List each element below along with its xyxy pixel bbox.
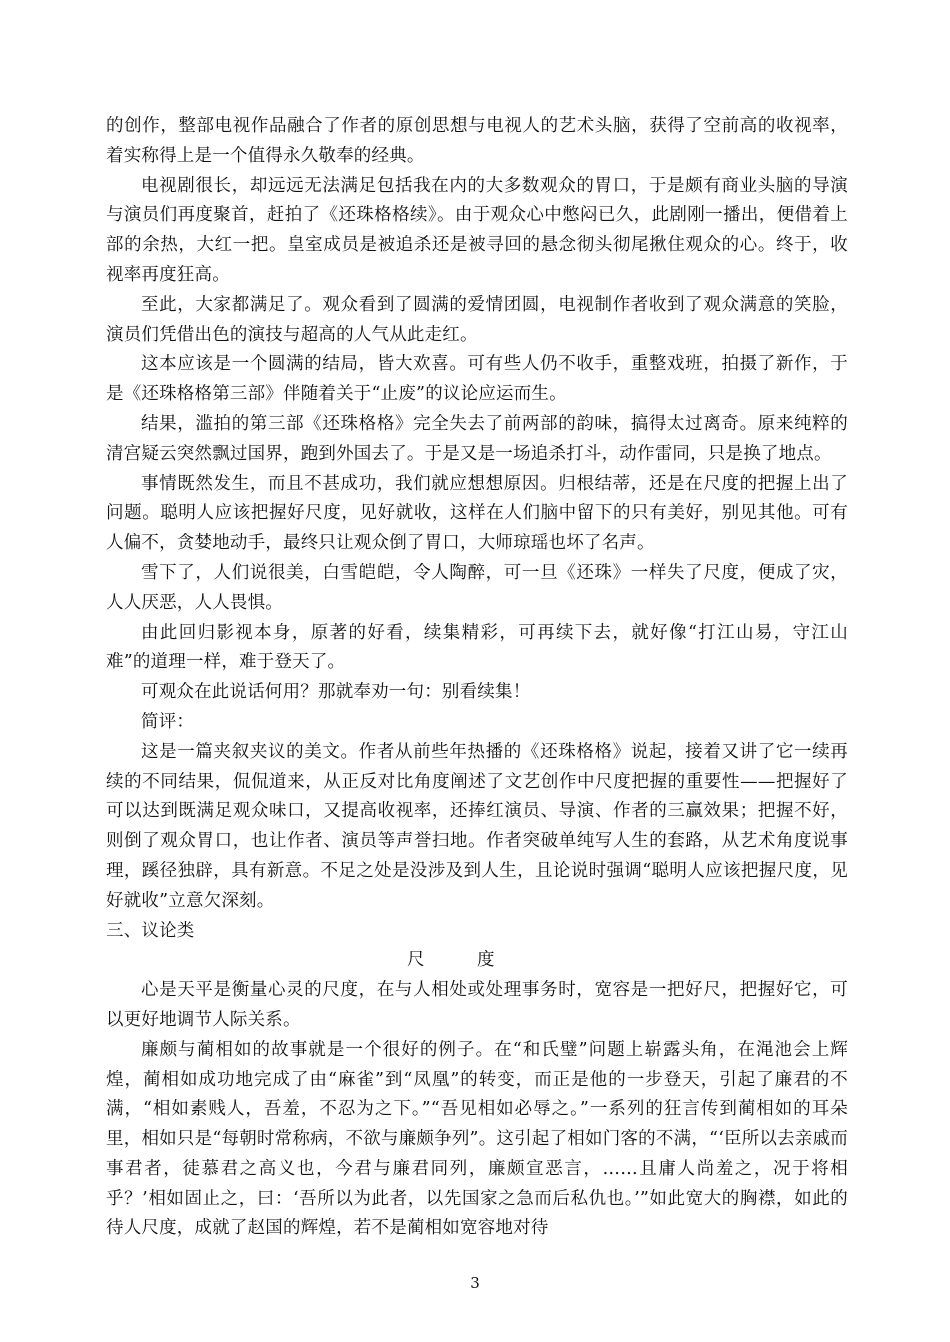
review-paragraph: 这是一篇夹叙夹议的美文。作者从前些年热播的《还珠格格》说起，接着又讲了它一续再续的不同结果，侃侃道来，从正反对比角度阐述了文艺创作中尺度把握的重要性——把握好了可以达到既满足观众味口，又提高收视率，还捧红演员、导演、作者的三赢效果；把握不好，则倒了观众胃口，也让作者、演员等声誉扫地。作者突破单纯写人生的套路，从艺术角度说事理，蹊径独辟，具有新意。不足之处是没涉及到人生，且论说时强调“聪明人应该把握尺度，见好就收”立意欠深刻。 bbox=[106, 741, 848, 911]
paragraph: 至此，大家都满足了。观众看到了圆满的爱情团圆，电视制作者收到了观众满意的笑脸，演员们凭借出色的演技与超高的人气从此走红。 bbox=[106, 294, 848, 345]
paragraph: 事情既然发生，而且不甚成功，我们就应想想原因。归根结蒂，还是在尺度的把握上出了问题。聪明人应该把握好尺度，见好就收，这样在人们脑中留下的只有美好，别见其他。可有人偏不，贪婪地动手，最终只让观众倒了胃口，大师琼瑶也坏了名声。 bbox=[106, 473, 848, 554]
section-heading: 三、议论类 bbox=[106, 920, 195, 941]
essay-title: 尺度 bbox=[407, 950, 547, 971]
paragraph: 由此回归影视本身，原著的好看，续集精彩，可再续下去，就好像“打江山易，守江山难”的道理一样，难于登天了。 bbox=[106, 622, 848, 673]
paragraph: 电视剧很长，却远远无法满足包括我在内的大多数观众的胃口，于是颇有商业头脑的导演与演员们再度聚首，赶拍了《还珠格格续》。由于观众心中憋闷已久，此剧刚一播出，便借着上部的余热，大红一把。皇室成员是被追杀还是被寻回的悬念彻头彻尾揪住观众的心。终于，收视率再度狂高。 bbox=[106, 175, 848, 285]
essay-paragraph: 心是天平是衡量心灵的尺度，在与人相处或处理事务时，宽容是一把好尺，把握好它，可以更好地调节人际关系。 bbox=[106, 980, 848, 1030]
page-number: 3 bbox=[470, 1274, 480, 1292]
paragraph: 结果，滥拍的第三部《还珠格格》完全失去了前两部的韵味，搞得太过离奇。原来纯粹的清宫疑云突然飘过国界，跑到外国去了。于是又是一场追杀打斗，动作雷同，只是换了地点。 bbox=[106, 413, 848, 464]
page-body bbox=[106, 112, 848, 1244]
review-label: 简评： bbox=[141, 711, 195, 732]
paragraph: 这本应该是一个圆满的结局，皆大欢喜。可有些人仍不收手，重整戏班，拍摄了新作，于是《还珠格格第三部》伴随着关于“止废”的议论应运而生。 bbox=[106, 354, 848, 405]
essay-paragraph: 廉颇与蔺相如的故事就是一个很好的例子。在“和氏璧”问题上崭露头角，在渑池会上辉煌，蔺相如成功地完成了由“麻雀”到“凤凰”的转变，而正是他的一步登天，引起了廉君的不满，“相如素贱人，吾羞，不忍为之下。”“吾见相如必辱之。”一系列的狂言传到蔺相如的耳朵里，相如只是“每朝时常称病，不欲与廉颇争列”。这引起了相如门客的不满，“‘臣所以去亲戚而事君者，徒慕君之高义也，今君与廉君同列，廉颇宣恶言，……且庸人尚羞之，况于将相乎？’相如固止之，曰：‘吾所以为此者，以先国家之急而后私仇也。’”如此宽大的胸襟，如此的待人尺度，成就了赵国的辉煌，若不是蔺相如宽容地对待 bbox=[106, 1039, 848, 1239]
paragraph: 雪下了，人们说很美，白雪皑皑，令人陶醉，可一旦《还珠》一样失了尺度，便成了灾，人人厌恶，人人畏惧。 bbox=[106, 562, 848, 613]
paragraph: 可观众在此说话何用？那就奉劝一句：别看续集！ bbox=[141, 682, 531, 703]
paragraph-continued: 的创作，整部电视作品融合了作者的原创思想与电视人的艺术头脑，获得了空前高的收视率，着实称得上是一个值得永久敬奉的经典。 bbox=[106, 116, 848, 166]
